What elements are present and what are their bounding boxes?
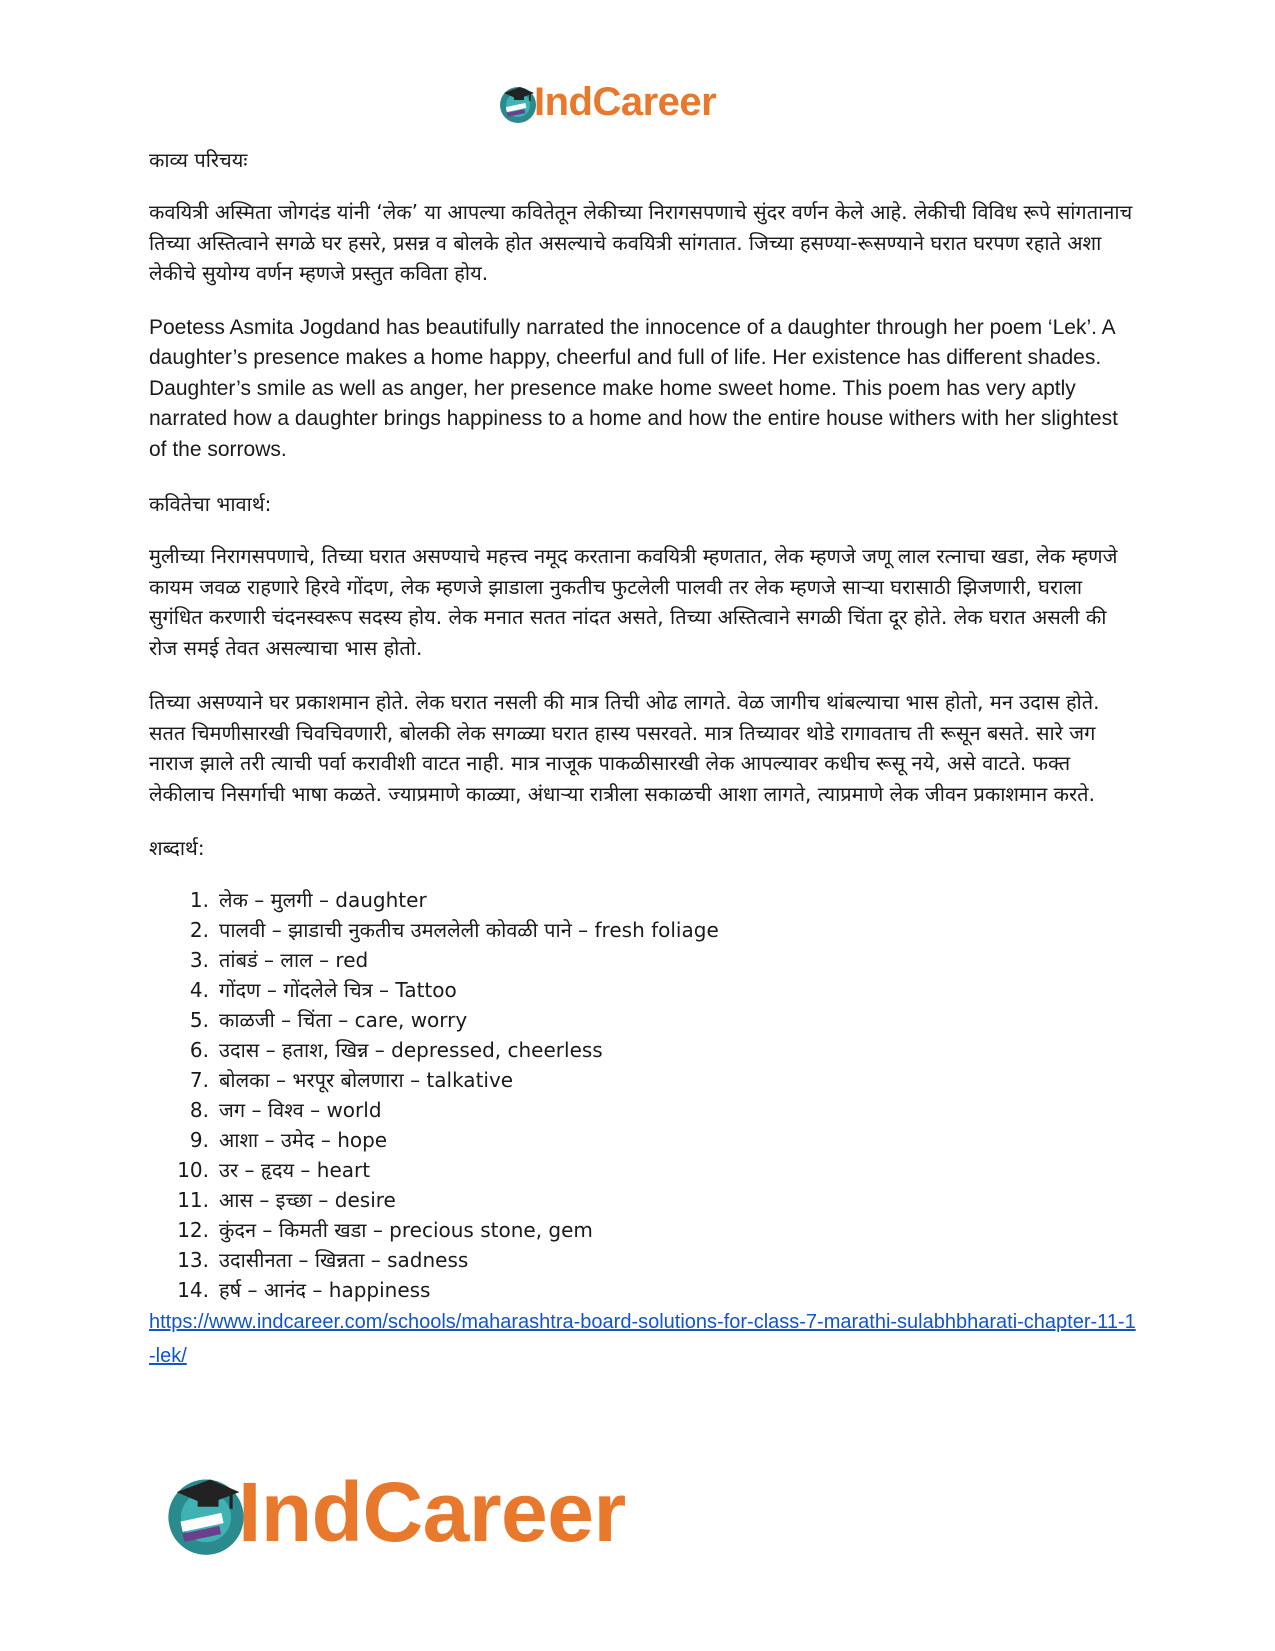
list-item: 10. उर – हृदय – heart bbox=[177, 1158, 371, 1182]
list-item: 14. हर्ष – आनंद – happiness bbox=[177, 1278, 431, 1302]
glossary-list bbox=[149, 885, 1139, 1305]
list-item: 5. काळजी – चिंता – care, worry bbox=[189, 1008, 468, 1032]
brand-name: IndCareer bbox=[534, 80, 717, 124]
brand-logo-top bbox=[496, 80, 716, 125]
source-link[interactable]: https://www.indcareer.com/schools/maharashtra-board-solutions-for-class-7-marathi-sulabhbharati-chapter-11-1-lek/ bbox=[149, 1311, 1136, 1367]
brand-logo-bottom bbox=[160, 1464, 626, 1561]
glossary-heading: शब्दार्थ: bbox=[149, 836, 205, 860]
article-body bbox=[149, 145, 1139, 1373]
intro-heading: काव्य परिचयः bbox=[149, 148, 248, 172]
list-item: 2. पालवी – झाडाची नुकतीच उमललेली कोवळी पाने – fresh foliage bbox=[189, 918, 719, 942]
list-item: 1. लेक – मुलगी – daughter bbox=[189, 888, 427, 912]
list-item: 12. कुंदन – किमती खडा – precious stone, gem bbox=[177, 1218, 593, 1242]
list-item: 3. तांबडं – लाल – red bbox=[189, 948, 369, 972]
intro-english-paragraph: Poetess Asmita Jogdand has beautifully narrated the innocence of a daughter through her poem ‘Lek’. A daughter’s presence makes a home happy, cheerful and full of life. Her existence has different shades. Daughter’s smile as well as anger, her presence make home sweet home. This poem has very aptly narrated how a daughter brings happiness to a home and how the entire house withers with her slightest of the sorrows. bbox=[149, 315, 1118, 461]
list-item: 7. बोलका – भरपूर बोलणारा – talkative bbox=[189, 1068, 514, 1092]
list-item: 11. आस – इच्छा – desire bbox=[177, 1188, 396, 1212]
list-item: 9. आशा – उमेद – hope bbox=[189, 1128, 388, 1152]
meaning-heading: कवितेचा भावार्थ: bbox=[149, 492, 272, 516]
meaning-paragraph-1: मुलीच्या निरागसपणाचे, तिच्या घरात असण्याचे महत्त्व नमूद करताना कवयित्री म्हणतात, लेक म्हणजे जणू लाल रत्नाचा खडा, लेक म्हणजे कायम जवळ राहणारे हिरवे गोंदण, लेक म्हणजे झाडाला नुकतीच फुटलेली पालवी तर लेक म्हणजे साऱ्या घरासाठी झिजणारी, घराला सुगंधित करणारी चंदनस्वरूप सदस्य होय. लेक मनात सतत नांदत असते, तिच्या अस्तित्वाने सगळी चिंता दूर होते. लेक घरात असली की रोज समई तेवत असल्याचा भास होतो. bbox=[149, 544, 1118, 660]
intro-marathi-paragraph: कवयित्री अस्मिता जोगदंड यांनी ‘लेक’ या आपल्या कवितेतून लेकीच्या निरागसपणाचे सुंदर वर्णन केले आहे. लेकीची विविध रूपे सांगतानाच तिच्या अस्तित्वाने सगळे घर हसरे, प्रसन्न व बोलके होत असल्याचे कवयित्री सांगतात. जिच्या हसण्या-रूसण्याने घरात घरपण रहाते अशा लेकीचे सुयोग्य वर्णन म्हणजे प्रस्तुत कविता होय. bbox=[149, 200, 1133, 285]
list-item: 13. उदासीनता – खिन्नता – sadness bbox=[177, 1248, 469, 1272]
list-item: 4. गोंदण – गोंदलेले चित्र – Tattoo bbox=[189, 978, 457, 1002]
list-item: 8. जग – विश्व – world bbox=[189, 1098, 382, 1122]
list-item: 6. उदास – हताश, खिन्न – depressed, cheerless bbox=[189, 1038, 603, 1062]
brand-name: IndCareer bbox=[238, 1465, 626, 1559]
meaning-paragraph-2: तिच्या असण्याने घर प्रकाशमान होते. लेक घरात नसली की मात्र तिची ओढ लागते. वेळ जागीच थांबल्याचा भास होतो, मन उदास होते. सतत चिमणीसारखी चिवचिवणारी, बोलकी लेक सगळ्या घरात हास्य पसरवते. मात्र तिच्यावर थोडे रागावताच ती रूसून बसते. सारे जग नाराज झाले तरी त्याची पर्वा करावीशी वाटत नाही. मात्र नाजूक पाकळीसारखी लेक आपल्यावर कधीच रूसू नये, असे वाटते. फक्त लेकीलाच निसर्गाची भाषा कळते. ज्याप्रमाणे काळ्या, अंधाऱ्या रात्रीला सकाळची आशा लागते, त्याप्रमाणे लेक जीवन प्रकाशमान करते. bbox=[149, 690, 1100, 806]
